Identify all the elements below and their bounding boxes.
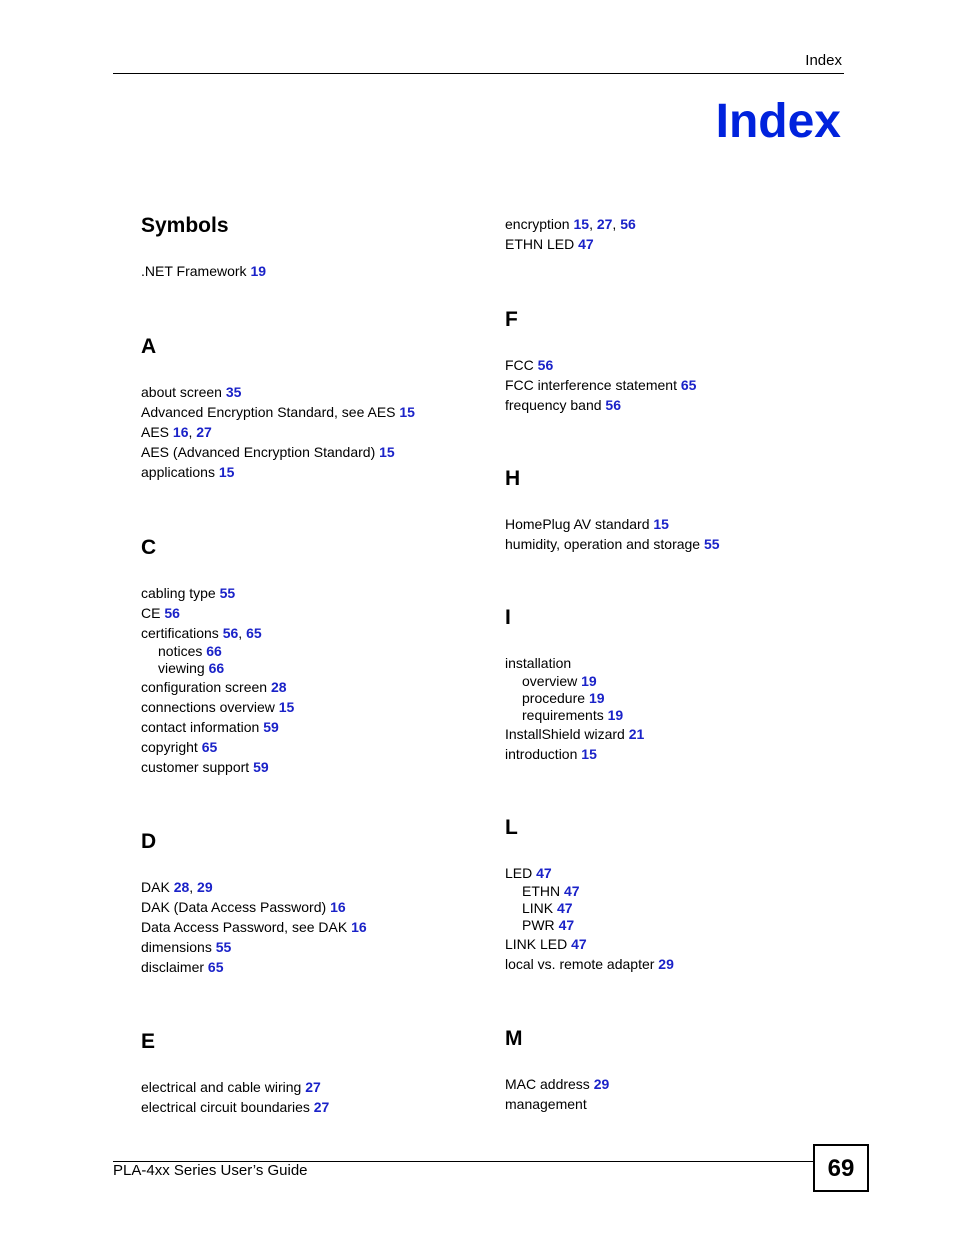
page-reference-link[interactable]: 27 — [305, 1079, 321, 1095]
index-entry-list — [141, 1077, 471, 1117]
entry-term: connections overview — [141, 699, 275, 715]
index-entry-list — [505, 214, 845, 254]
index-entry: AES 16, 27 — [141, 424, 212, 440]
page-reference-link[interactable]: 47 — [558, 917, 575, 933]
entry-term: ETHN — [522, 883, 561, 899]
entry-term: LINK — [522, 900, 554, 916]
index-entry — [141, 382, 471, 402]
index-section — [505, 308, 845, 413]
page-reference-link[interactable]: 47 — [557, 900, 573, 916]
header-rule — [113, 73, 844, 74]
entry-term: humidity, operation and storage — [505, 536, 701, 552]
entry-term: DAK — [141, 879, 170, 895]
index-subentry — [505, 883, 845, 900]
index-entry — [141, 1097, 471, 1117]
entry-term: requirements — [522, 707, 604, 723]
page-reference-link[interactable]: 47 — [536, 865, 552, 881]
index-entry: encryption 15, 27, 56 — [505, 216, 636, 232]
entry-term: FCC — [505, 357, 534, 373]
page-reference-link[interactable]: 55 — [219, 585, 236, 601]
page-reference-link[interactable]: 47 — [578, 236, 594, 252]
entry-term: procedure — [522, 690, 586, 706]
index-entry — [505, 653, 845, 673]
page-reference-link[interactable]: 65 — [207, 959, 224, 975]
index-entry — [505, 534, 845, 554]
page-reference-link[interactable]: 15 — [573, 216, 590, 232]
index-entry — [141, 737, 471, 757]
index-section — [505, 606, 845, 762]
entry-term: management — [505, 1096, 587, 1112]
entry-term: AES — [141, 424, 170, 440]
entry-term: certifications — [141, 625, 219, 641]
entry-term: cabling type — [141, 585, 216, 601]
entry-term: FCC interference statement — [505, 377, 677, 393]
page-reference-link[interactable]: 56 — [222, 625, 239, 641]
entry-term: PWR — [522, 917, 555, 933]
page-reference-link[interactable]: 47 — [571, 936, 587, 952]
index-entry — [141, 261, 471, 281]
page-reference-link[interactable]: 29 — [197, 879, 213, 895]
index-section — [141, 214, 471, 279]
page-reference-link[interactable]: 35 — [225, 384, 242, 400]
page-reference-link[interactable]: 19 — [581, 673, 597, 689]
index-entry-list — [141, 877, 471, 977]
index-entry — [141, 757, 471, 777]
entry-term: customer support — [141, 759, 250, 775]
index-section — [505, 1027, 845, 1112]
index-entry — [141, 917, 471, 937]
index-entry — [141, 697, 471, 717]
index-subentry — [505, 690, 845, 707]
index-entry — [505, 1074, 845, 1094]
index-section — [141, 536, 471, 775]
index-section — [505, 816, 845, 972]
index-section — [141, 830, 471, 975]
index-entry — [141, 462, 471, 482]
index-entry — [505, 234, 845, 254]
page-reference-link[interactable]: 27 — [313, 1099, 330, 1115]
index-entry-list — [141, 261, 471, 281]
section-heading: A — [141, 335, 157, 358]
entry-term: configuration screen — [141, 679, 268, 695]
footer-guide-title: PLA-4xx Series User’s Guide — [113, 1162, 308, 1179]
page-reference-link[interactable]: 59 — [253, 759, 269, 775]
index-entry: certifications 56, 65 — [141, 625, 262, 641]
page-reference-link[interactable]: 66 — [208, 660, 225, 676]
entry-term: local vs. remote adapter — [505, 956, 655, 972]
index-entry — [141, 442, 471, 462]
index-entry-list — [505, 514, 845, 554]
entry-term: LED — [505, 865, 533, 881]
index-section — [505, 467, 845, 552]
index-entry — [141, 717, 471, 737]
entry-term: Advanced Encryption Standard, see AES — [141, 404, 396, 420]
index-entry-list — [505, 1074, 845, 1114]
page-reference-link[interactable]: 16 — [330, 899, 346, 915]
section-heading: H — [505, 467, 521, 490]
running-header: Index — [805, 52, 842, 69]
section-heading: L — [505, 816, 518, 839]
entry-term: encryption — [505, 216, 570, 232]
page-reference-link[interactable]: 15 — [218, 464, 235, 480]
index-entry — [141, 603, 471, 623]
page-reference-link[interactable]: 29 — [658, 956, 674, 972]
index-entry — [505, 514, 845, 534]
page-reference-link[interactable]: 15 — [653, 516, 669, 532]
page-reference-link[interactable]: 15 — [278, 699, 295, 715]
section-heading: Symbols — [141, 214, 229, 237]
page-reference-link[interactable]: 19 — [607, 707, 624, 723]
entry-term: dimensions — [141, 939, 212, 955]
page-reference-link[interactable]: 15 — [379, 444, 395, 460]
entry-term: introduction — [505, 746, 578, 762]
entry-term: .NET Framework — [141, 263, 247, 279]
page-reference-link[interactable]: 29 — [593, 1076, 610, 1092]
page-reference-link[interactable]: 21 — [628, 726, 645, 742]
index-entry — [141, 937, 471, 957]
index-section — [141, 335, 471, 480]
entry-term: disclaimer — [141, 959, 205, 975]
page-reference-link[interactable]: 19 — [588, 690, 605, 706]
index-entry — [505, 934, 845, 954]
page-reference-link[interactable]: 27 — [196, 424, 212, 440]
entry-term: viewing — [158, 660, 205, 676]
index-section — [141, 1030, 471, 1115]
section-heading: D — [141, 830, 157, 853]
section-heading: F — [505, 308, 518, 331]
index-entry — [505, 744, 845, 764]
index-entry: DAK 28, 29 — [141, 879, 213, 895]
index-entry — [141, 677, 471, 697]
entry-term: MAC address — [505, 1076, 590, 1092]
index-entry-list — [505, 653, 845, 764]
page-reference-link[interactable]: 15 — [581, 746, 597, 762]
entry-term: ETHN LED — [505, 236, 575, 252]
index-entry — [141, 583, 471, 603]
index-entry-list — [505, 355, 845, 415]
page-number: 69 — [813, 1144, 869, 1192]
entry-term: notices — [158, 643, 203, 659]
entry-term: overview — [522, 673, 578, 689]
entry-term: LINK LED — [505, 936, 568, 952]
entry-term: HomePlug AV standard — [505, 516, 650, 532]
page-reference-link[interactable]: 56 — [164, 605, 180, 621]
entry-term: contact information — [141, 719, 260, 735]
index-entry — [505, 355, 845, 375]
page-reference-link[interactable]: 15 — [399, 404, 415, 420]
entry-term: Data Access Password, see DAK — [141, 919, 348, 935]
index-entry — [141, 897, 471, 917]
index-entry — [505, 395, 845, 415]
entry-term: applications — [141, 464, 215, 480]
entry-term: DAK (Data Access Password) — [141, 899, 327, 915]
index-entry — [141, 1077, 471, 1097]
entry-term: InstallShield wizard — [505, 726, 625, 742]
index-entry — [505, 1094, 845, 1114]
index-entry-list — [141, 583, 471, 777]
page-reference-link[interactable]: 65 — [246, 625, 262, 641]
page-reference-link[interactable]: 55 — [215, 939, 232, 955]
index-entry — [141, 957, 471, 977]
page-reference-link[interactable]: 65 — [680, 377, 697, 393]
entry-term: installation — [505, 655, 572, 671]
page-reference-link[interactable]: 56 — [605, 397, 621, 413]
section-heading: C — [141, 536, 157, 559]
section-heading: E — [141, 1030, 156, 1053]
section-heading: I — [505, 606, 511, 629]
index-subentry — [141, 643, 471, 660]
entry-term: about screen — [141, 384, 222, 400]
index-subentry — [505, 707, 845, 724]
index-entry — [505, 375, 845, 395]
page-reference-link[interactable]: 66 — [206, 643, 222, 659]
page-title: Index — [715, 95, 841, 148]
index-subentry — [505, 917, 845, 934]
index-entry — [505, 863, 845, 883]
page-reference-link[interactable]: 59 — [263, 719, 279, 735]
entry-term: copyright — [141, 739, 198, 755]
page-reference-link[interactable]: 16 — [351, 919, 367, 935]
index-entry — [505, 724, 845, 744]
entry-term: CE — [141, 605, 161, 621]
index-entry-list — [505, 863, 845, 974]
index-entry — [141, 402, 471, 422]
page-reference-link[interactable]: 47 — [564, 883, 580, 899]
entry-term: electrical circuit boundaries — [141, 1099, 310, 1115]
index-subentry — [505, 900, 845, 917]
page-reference-link[interactable]: 28 — [270, 679, 287, 695]
entry-term: electrical and cable wiring — [141, 1079, 302, 1095]
page-reference-link[interactable]: 55 — [703, 536, 720, 552]
page-reference-link[interactable]: 27 — [596, 216, 613, 232]
page-reference-link[interactable]: 56 — [620, 216, 636, 232]
page-reference-link[interactable]: 16 — [172, 424, 189, 440]
page-reference-link[interactable]: 19 — [250, 263, 267, 279]
index-subentry — [141, 660, 471, 677]
index-entry-list — [141, 382, 471, 482]
entry-term: frequency band — [505, 397, 602, 413]
page-reference-link[interactable]: 28 — [173, 879, 190, 895]
index-entry — [505, 954, 845, 974]
index-subentry — [505, 673, 845, 690]
entry-term: AES (Advanced Encryption Standard) — [141, 444, 376, 460]
section-heading: M — [505, 1027, 523, 1050]
page-reference-link[interactable]: 65 — [201, 739, 218, 755]
page-reference-link[interactable]: 56 — [537, 357, 554, 373]
